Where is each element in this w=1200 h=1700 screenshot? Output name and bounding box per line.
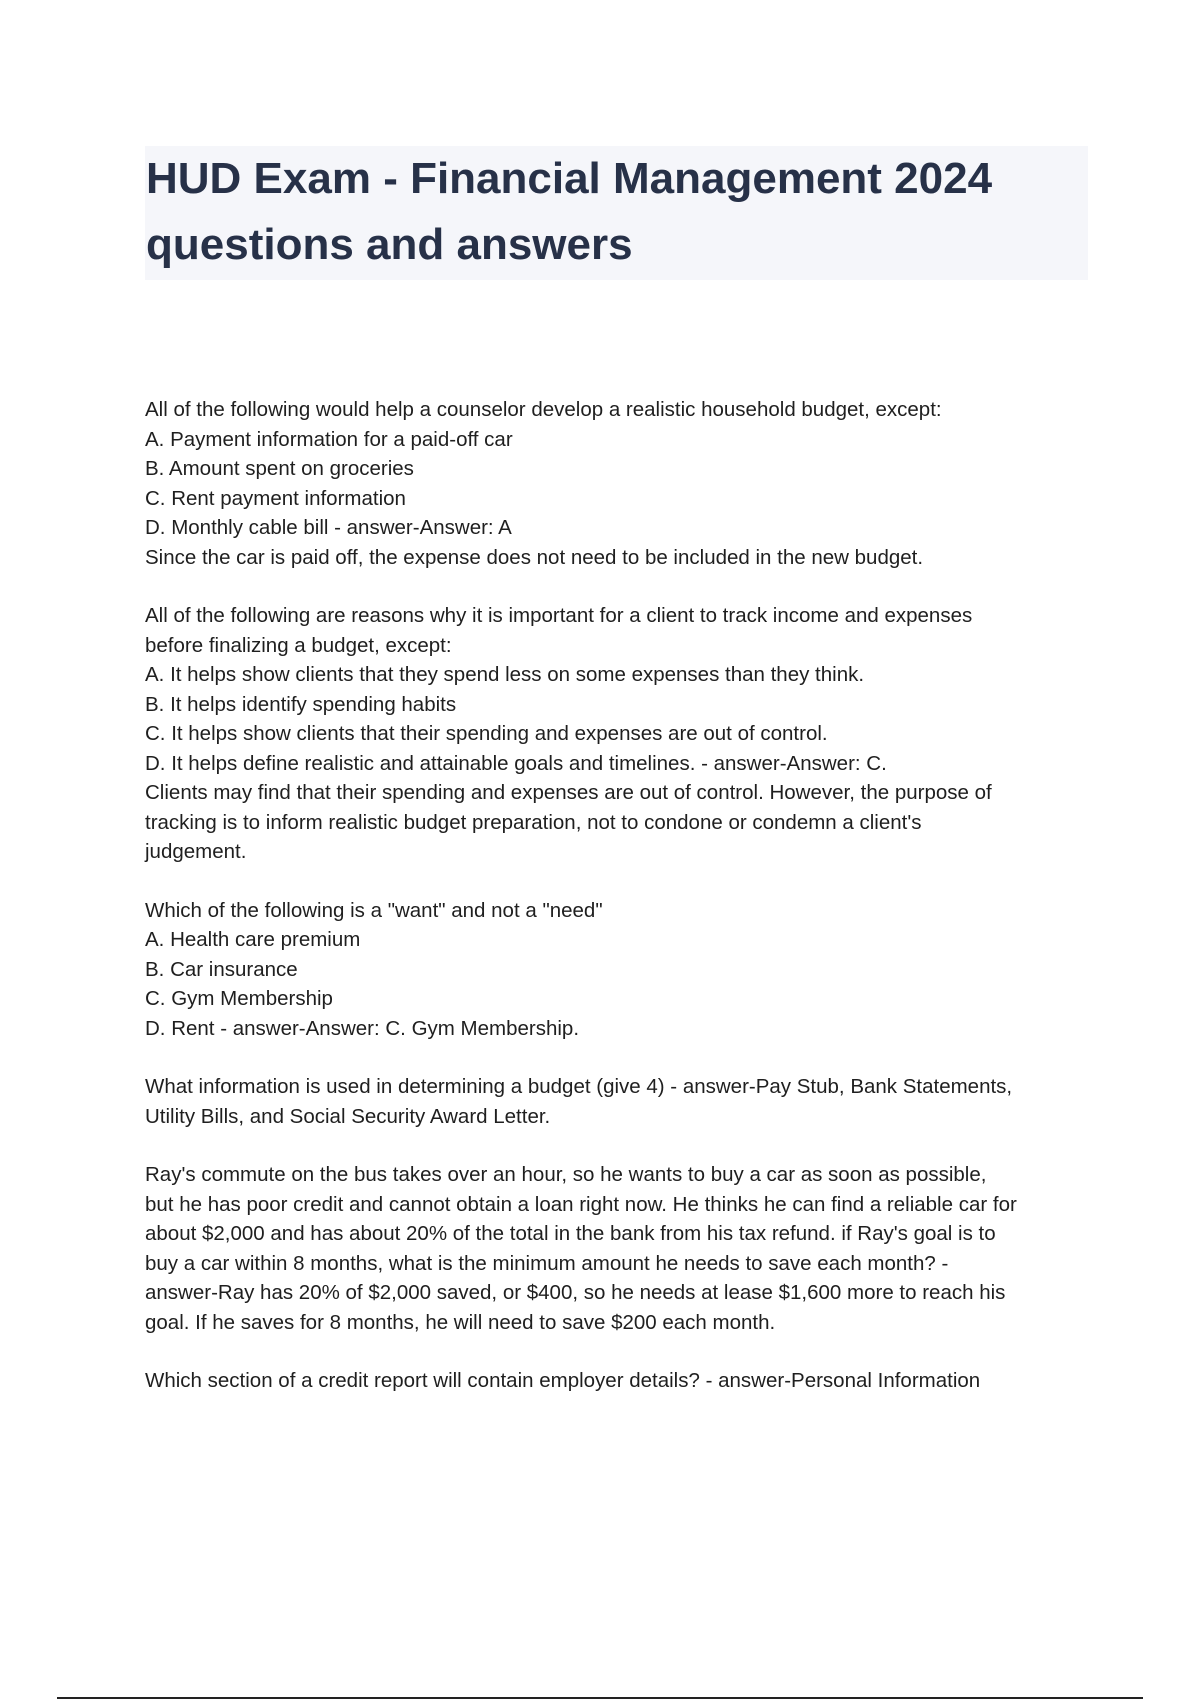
qa-line: D. It helps define realistic and attainable goals and timelines. - answer-Answer: C. [145, 751, 887, 775]
qa-line: before finalizing a budget, except: [145, 633, 452, 657]
qa-list [145, 395, 1105, 1425]
qa-line: B. Car insurance [145, 957, 298, 981]
qa-line: Utility Bills, and Social Security Award Letter. [145, 1104, 551, 1128]
qa-line: about $2,000 and has about 20% of the total in the bank from his tax refund. if Ray's goal is to [145, 1222, 996, 1245]
footer-divider [57, 1697, 1143, 1699]
qa-line: C. Rent payment information [145, 486, 406, 510]
qa-line: B. Amount spent on groceries [145, 457, 414, 480]
qa-line: D. Rent - answer-Answer: C. Gym Membership. [145, 1016, 580, 1040]
qa-line: All of the following would help a counselor develop a realistic household budget, except: [145, 398, 942, 421]
title-line-2: questions and answers [146, 220, 633, 269]
qa-line: Ray's commute on the bus takes over an hour, so he wants to buy a car as soon as possible, [145, 1163, 987, 1186]
qa-line: Clients may find that their spending and expenses are out of control. However, the purpose of [145, 781, 992, 804]
qa-line: C. It helps show clients that their spending and expenses are out of control. [145, 722, 828, 745]
qa-line: Which of the following is a "want" and not a "need" [145, 898, 603, 922]
qa-item-1 [145, 395, 1105, 572]
qa-item-5 [145, 1160, 1105, 1337]
qa-line: B. It helps identify spending habits [145, 692, 457, 716]
qa-line: D. Monthly cable bill - answer-Answer: A [145, 516, 512, 539]
qa-line: goal. If he saves for 8 months, he will need to save $200 each month. [145, 1310, 776, 1334]
qa-line: C. Gym Membership [145, 987, 333, 1010]
qa-item-3 [145, 896, 1105, 1044]
title-line-1: HUD Exam - Financial Management 2024 [146, 154, 993, 203]
qa-line: but he has poor credit and cannot obtain a loan right now. He thinks he can find a reliable car for [145, 1192, 1017, 1216]
qa-item-2 [145, 601, 1105, 867]
qa-line: What information is used in determining a budget (give 4) - answer-Pay Stub, Bank Statements, [145, 1075, 1013, 1098]
qa-line: buy a car within 8 months, what is the minimum amount he needs to save each month? - [145, 1251, 949, 1275]
qa-line: All of the following are reasons why it is important for a client to track income and expenses [145, 604, 973, 627]
qa-line: judgement. [145, 840, 247, 863]
qa-line: A. Health care premium [145, 928, 361, 951]
qa-line: A. It helps show clients that they spend less on some expenses than they think. [145, 663, 865, 686]
qa-line: tracking is to inform realistic budget preparation, not to condone or condemn a client's [145, 810, 922, 834]
qa-line: answer-Ray has 20% of $2,000 saved, or $400, so he needs at lease $1,600 more to reach his [145, 1281, 1006, 1304]
qa-line: A. Payment information for a paid-off car [145, 427, 513, 451]
qa-item-6 [145, 1366, 1105, 1396]
qa-item-4 [145, 1072, 1105, 1131]
document-title [145, 146, 1088, 280]
qa-line: Which section of a credit report will contain employer details? - answer-Personal Information [145, 1369, 981, 1392]
qa-line: Since the car is paid off, the expense does not need to be included in the new budget. [145, 545, 924, 569]
